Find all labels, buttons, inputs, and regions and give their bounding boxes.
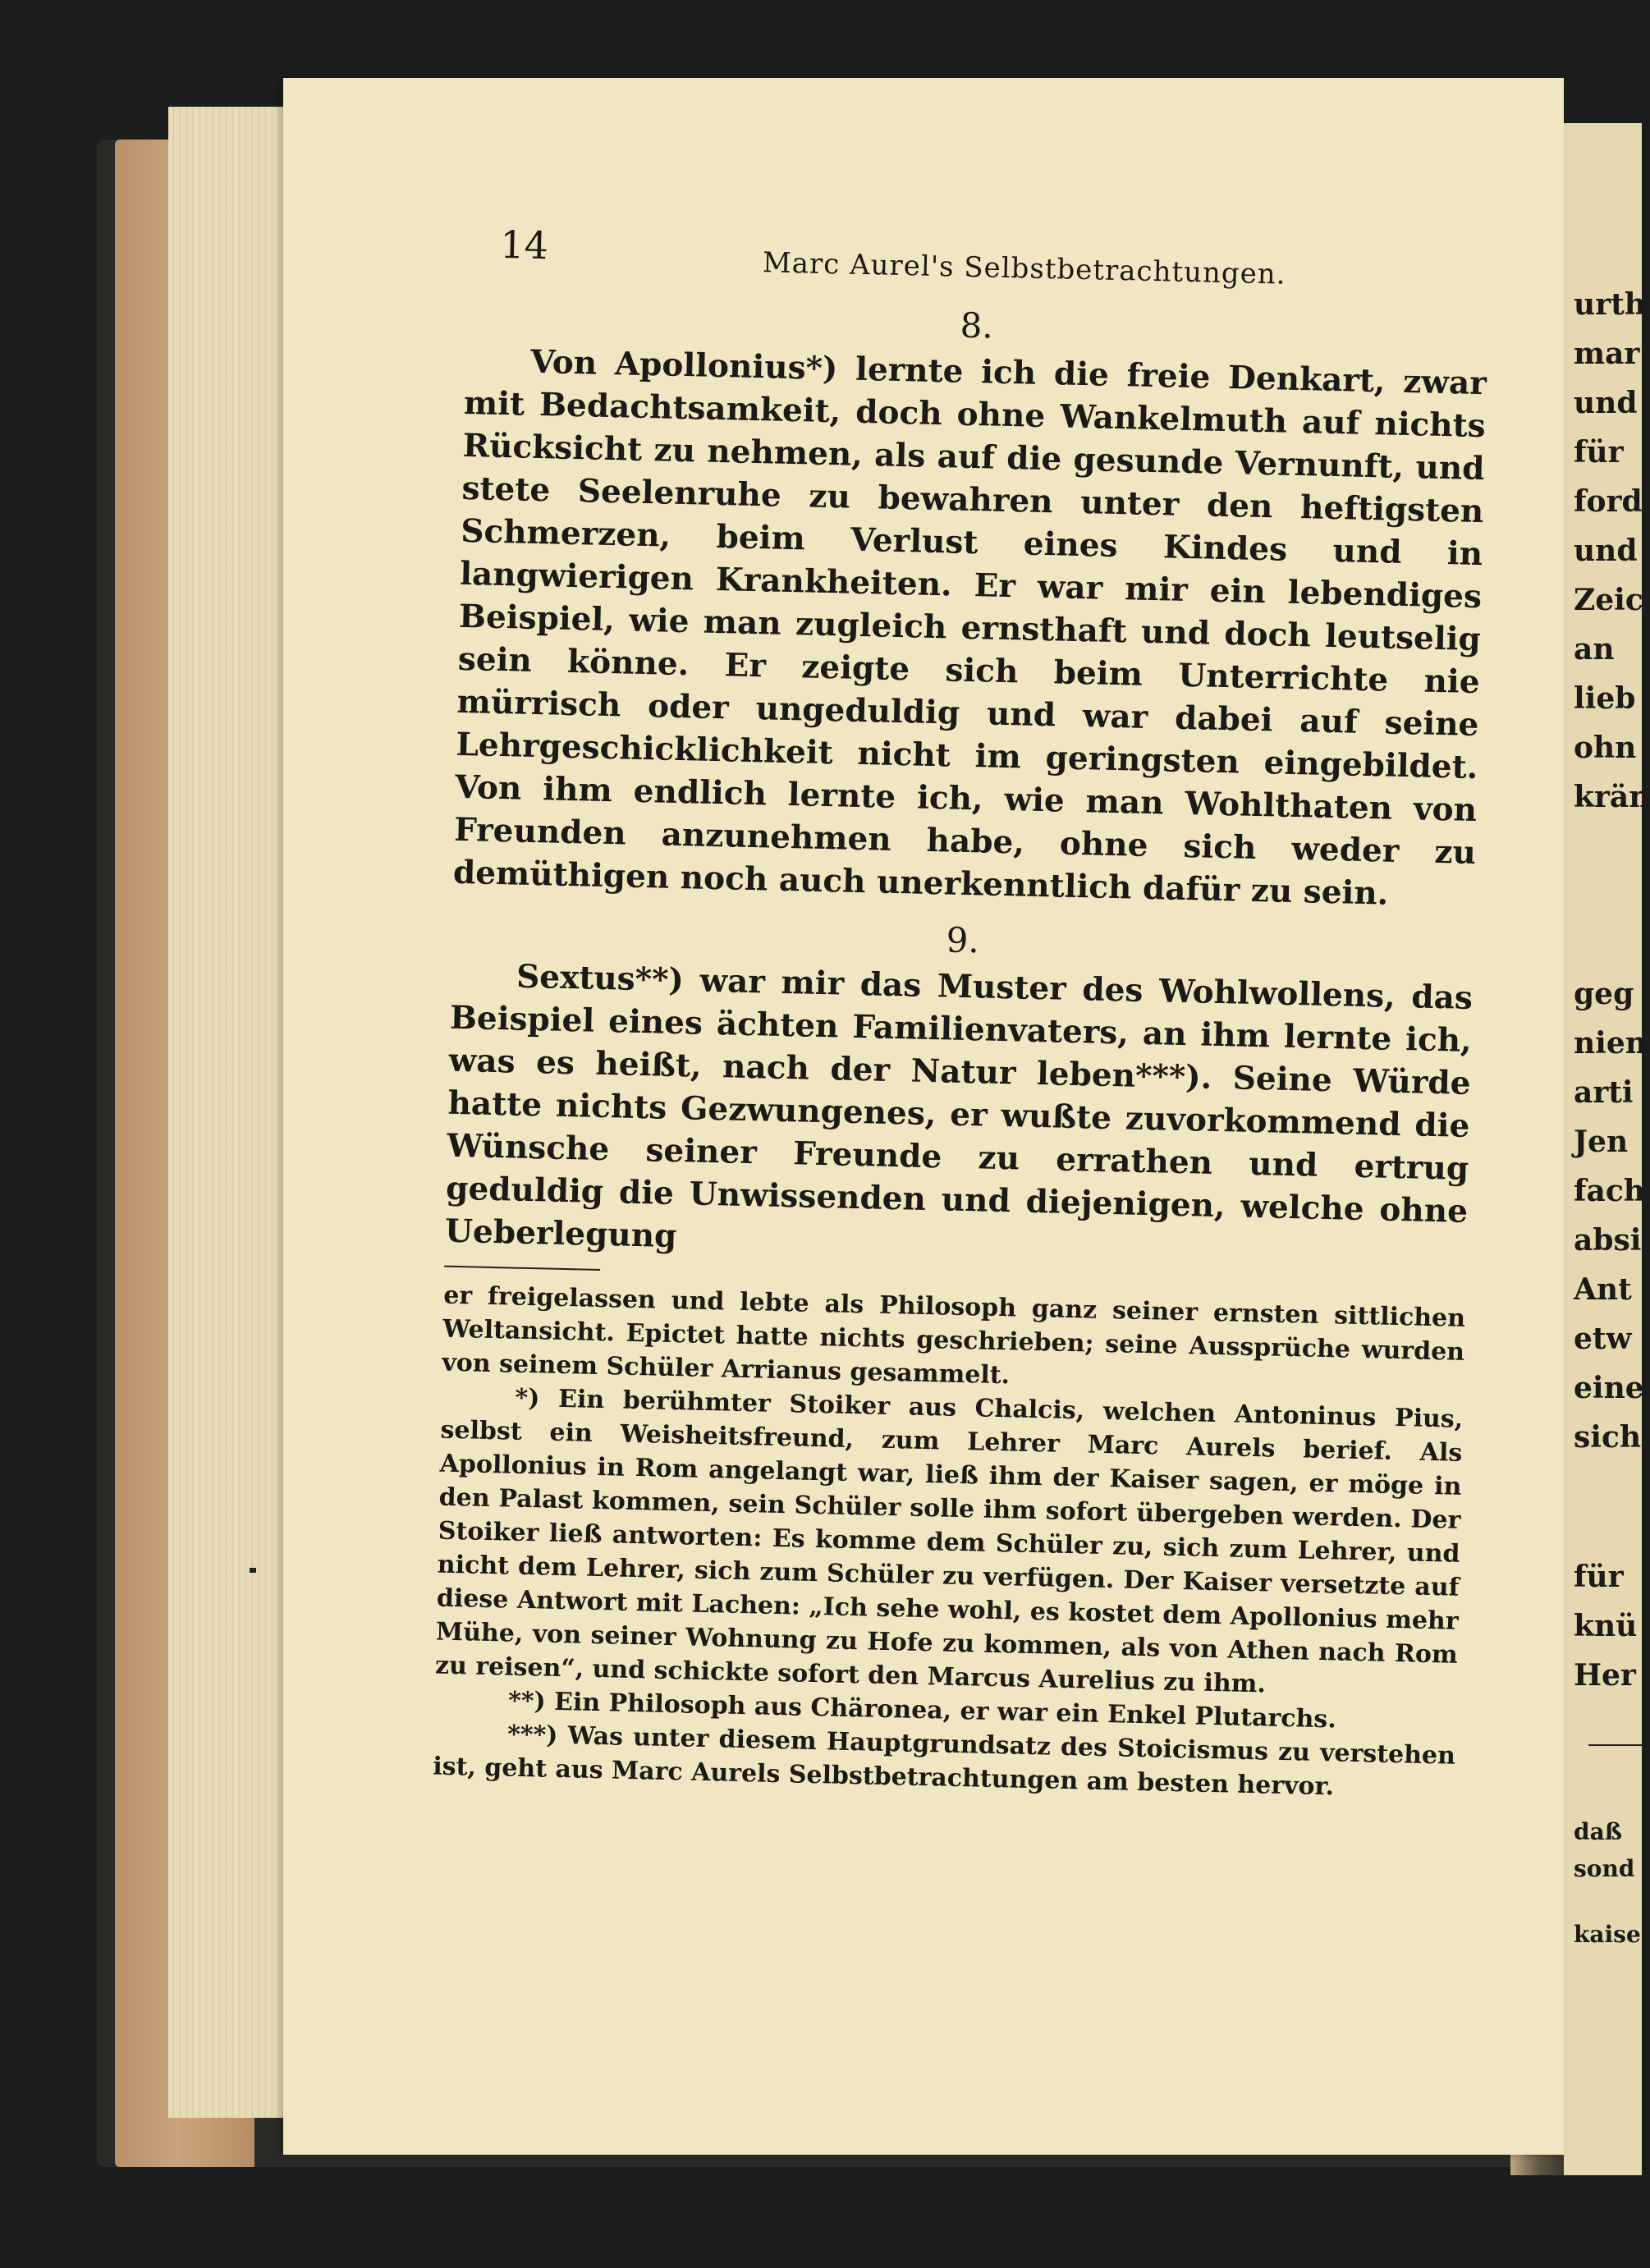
page-content	[433, 222, 1490, 1807]
facing-fragment: arti	[1574, 1075, 1634, 1110]
facing-fragment: und	[1574, 386, 1638, 420]
facing-fragment: ohn	[1574, 731, 1637, 765]
footnote-1: *) Ein berühmter Stoiker aus Chalcis, welchen Antoninus Pius, selbst ein Weisheitsfreund, zum Lehrer Marc Aurels berief. Als Apollonius in Rom angelangt war, ließ ihm der Kaiser sagen, er möge in den Palast kommen, sein Schüler solle ihm sofort übergeben werden. Der Stoiker ließ antworten: Es komme dem Schüler zu, sich zum Lehrer, und nicht dem Lehrer, sich zum Schüler zu verfügen. Der Kaiser versetzte auf diese Antwort mit Lachen: „Ich sehe wohl, es kostet dem Apollonius mehr Mühe, von seiner Wohnung zu Hofe zu kommen, als von Athen nach Rom zu reisen“, und schickte sofort den Marcus Aurelius zu ihm.	[434, 1383, 1464, 1699]
footnote-2: **) Ein Philosoph aus Chäronea, er war ein Enkel Plutarchs.	[507, 1686, 1337, 1734]
facing-fragment: eine	[1574, 1371, 1644, 1405]
facing-fragment: Jen	[1574, 1125, 1629, 1159]
facing-fragment: an	[1574, 632, 1615, 667]
facing-fragment: etw	[1574, 1322, 1632, 1356]
facing-fragment: lieb	[1574, 681, 1636, 716]
section-text-8: Von Apollonius*) lernte ich die freie Denkart, zwar mit Bedachtsamkeit, doch ohne Wankelmuth auf nichts Rücksicht zu nehmen, als auf die gesunde Vernunft, und stete Seelenruhe zu bewahren unter den heftigsten Schmerzen, beim Verlust eines Kindes und in langwierigen Krankheiten. Er war mir ein lebendiges Beispiel, wie man zugleich ernsthaft und doch leutselig sein könne. Er zeigte sich beim Unterrichte nie mürrisch oder ungeduldig und war dabei auf seine Lehrgeschicklichkeit nicht im geringsten eingebildet. Von ihm endlich lernte ich, wie man Wohlthaten von Freunden anzunehmen habe, ohne sich weder zu demüthigen noch auch unerkenntlich dafür zu sein.	[452, 342, 1487, 913]
footnote-3: ***) Was unter diesem Hauptgrundsatz des Stoicismus zu verstehen ist, geht aus Marc Aurels Selbstbetrachtungen am besten hervor.	[432, 1720, 1456, 1802]
footnote-continued: er freigelassen und lebte als Philosoph ganz seiner ernsten sittlichen Weltansicht. Epictet hatte nichts geschrieben; seine Aussprüche wurden von seinem Schüler Arrianus gesammelt.	[442, 1281, 1466, 1391]
facing-fragment: knü	[1574, 1609, 1638, 1643]
facing-fragment: Ant	[1574, 1272, 1632, 1307]
facing-fragment: sich	[1574, 1420, 1642, 1455]
facing-fragment: absi	[1574, 1223, 1642, 1258]
section-number-8: 8.	[960, 305, 994, 346]
facing-fragment: krän	[1574, 780, 1650, 814]
running-head: Marc Aurel's Selbstbetrachtungen.	[762, 246, 1286, 291]
margin-mark	[250, 1568, 256, 1573]
facing-fragment: kaise	[1574, 1921, 1641, 1948]
facing-fragment: fach	[1574, 1174, 1645, 1208]
section-text-9: Sextus**) war mir das Muster des Wohlwollens, das Beispiel eines ächten Familienvaters, an ihm lernte ich, was es heißt, nach der Natur leben***). Seine Würde hatte nichts Gezwungenes, er wußte zuvorkommend die Wünsche seiner Freunde zu errathen und ertrug geduldig die Unwissenden und diejenigen, welche ohne Ueberlegung	[444, 957, 1474, 1256]
page-number: 14	[499, 222, 549, 268]
facing-fragment: und	[1574, 534, 1638, 568]
facing-fragment: mar	[1574, 337, 1640, 371]
facing-fragment: nien	[1574, 1026, 1647, 1061]
facing-fragment: für	[1574, 435, 1624, 470]
facing-fragment: Zeic	[1574, 583, 1643, 617]
facing-fragment: für	[1574, 1560, 1624, 1594]
facing-fragment: sond	[1574, 1855, 1635, 1882]
section-number-9: 9.	[946, 919, 980, 961]
facing-footnote-rule	[1588, 1744, 1642, 1746]
footnote-rule	[444, 1266, 600, 1271]
facing-fragment: daß	[1574, 1818, 1622, 1845]
page-stack	[168, 107, 300, 2118]
facing-fragment: ford	[1574, 484, 1643, 519]
facing-fragment: geg	[1574, 977, 1634, 1011]
facing-fragment: Her	[1574, 1658, 1636, 1693]
facing-fragment: urth	[1574, 287, 1646, 322]
